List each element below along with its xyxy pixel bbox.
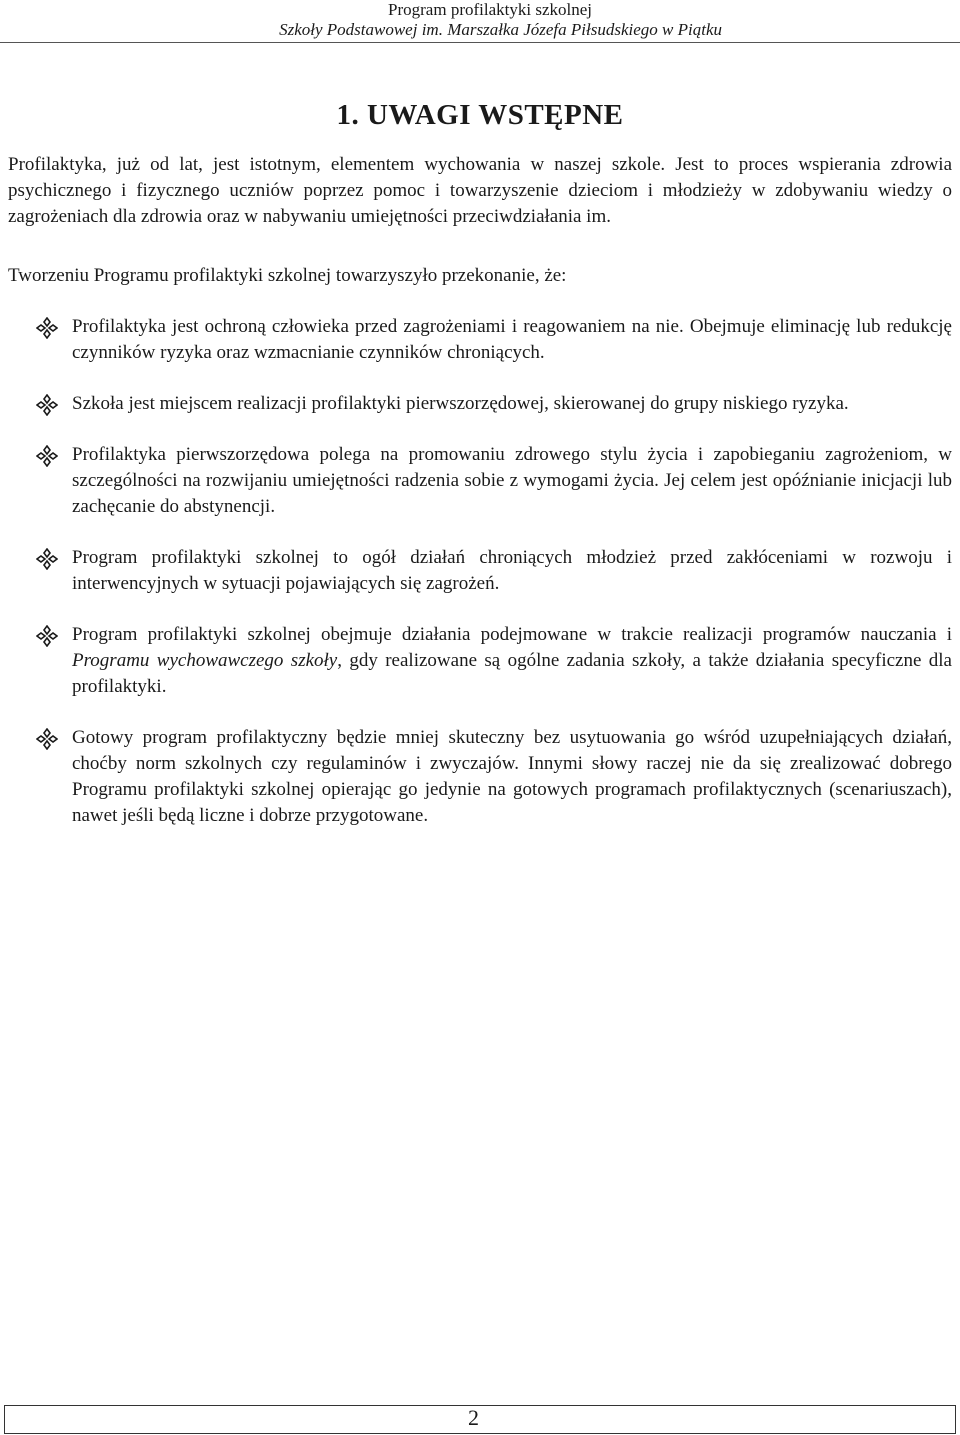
bullet-text bbox=[72, 624, 952, 697]
bullet-item bbox=[0, 725, 960, 829]
bullet-text: Szkoła jest miejscem realizacji profilaktyki pierwszorzędowej, skierowanej do grupy niskiego ryzyka. bbox=[72, 393, 849, 414]
bullet-item bbox=[0, 622, 960, 700]
program-reference: Programu wychowawczego szkoły bbox=[72, 650, 338, 671]
bullet-item bbox=[0, 314, 960, 366]
page-header bbox=[0, 0, 960, 43]
bullet-item bbox=[0, 391, 960, 417]
bullet-list bbox=[0, 314, 960, 854]
bullet-text: Profilaktyka jest ochroną człowieka przed zagrożeniami i reagowaniem na nie. Obejmuje eliminację lub redukcję czynników ryzyka oraz wzmacnianie czynników chroniących. bbox=[72, 316, 952, 363]
bullet-item bbox=[0, 545, 960, 597]
lead-sentence: Tworzeniu Programu profilaktyki szkolnej towarzyszyło przekonanie, że: bbox=[8, 265, 567, 286]
bullet-item bbox=[0, 442, 960, 520]
bullet-text: Program profilaktyki szkolnej to ogół działań chroniących młodzież przed zakłóceniami w rozwoju i interwencyjnych w sytuacji pojawiających się zagrożeń. bbox=[72, 547, 952, 594]
bullet-text-part: , gdy realizowane są ogólne zadania szkoły, a także działania specyficzne dla profilaktyki. bbox=[72, 650, 952, 697]
page-number: 2 bbox=[468, 1405, 479, 1430]
header-school-name: Szkoły Podstawowej im. Marszałka Józefa Piłsudskiego w Piątku bbox=[279, 20, 722, 39]
four-diamond-bullet-icon bbox=[36, 317, 58, 339]
four-diamond-bullet-icon bbox=[36, 548, 58, 570]
bullet-text: Gotowy program profilaktyczny będzie mniej skuteczny bez usytuowania go wśród uzupełniających działań, choćby norm szkolnych czy regulaminów i zwyczajów. Innymi słowy raczej nie da się zrealizować dobrego Programu profilaktyki szkolnej opierając go jedynie na gotowych programach profilaktycznych (scenariuszach), nawet jeśli będą liczne i dobrze przygotowane. bbox=[72, 727, 952, 826]
four-diamond-bullet-icon bbox=[36, 394, 58, 416]
intro-paragraph: Profilaktyka, już od lat, jest istotnym, elementem wychowania w naszej szkole. Jest to proces wspierania zdrowia psychicznego i fizycznego uczniów poprzez pomoc i towarzyszenie dzieciom i młodzieży w zdobywaniu wiedzy o zagrożeniach dla zdrowia oraz w nabywaniu umiejętności przeciwdziałania im. bbox=[8, 154, 952, 227]
bullet-text: Profilaktyka pierwszorzędowa polega na promowaniu zdrowego stylu życia i zapobieganiu zagrożeniom, w szczególności na rozwijaniu umiejętności radzenia sobie z wymogami życia. Jej celem jest opóźnianie inicjacji lub zachęcanie do abstynencji. bbox=[72, 444, 952, 517]
header-program-title: Program profilaktyki szkolnej bbox=[388, 0, 592, 19]
bullet-text-part: Program profilaktyki szkolnej obejmuje działania podejmowane w trakcie realizacji programów nauczania i bbox=[72, 624, 952, 645]
section-title: 1. UWAGI WSTĘPNE bbox=[336, 99, 624, 131]
four-diamond-bullet-icon bbox=[36, 445, 58, 467]
four-diamond-bullet-icon bbox=[36, 728, 58, 750]
four-diamond-bullet-icon bbox=[36, 625, 58, 647]
